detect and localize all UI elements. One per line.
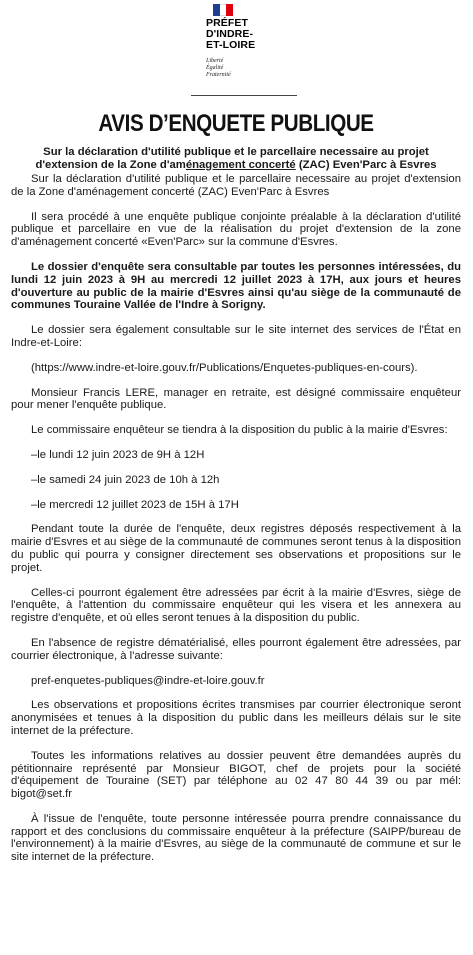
paragraph-written-observations: Celles-ci pourront également être adressées par écrit à la mairie d'Esvres, siège de l'enquête, à l'attention du commissaire enquêteur qui les visera et les annexera au registre d'enquête, et où elles seront tenues à la disposition du public. [11, 586, 461, 625]
paragraph-online-consultation: Le dossier sera également consultable sur le site internet des services de l'État en Indre-et-Loire: [11, 324, 461, 349]
paragraph-consultation-dates: Le dossier d'enquête sera consultable par toutes les personnes intéressées, du lundi 12 juin 2023 à 9H au mercredi 12 juillet 2023 à 17H, aux jours et heures d'ouverture au public de la mairie d'Esvres ainsi qu'au siège de la communauté de communes Touraine Vallée de l'Indre à Sorigny. [11, 260, 461, 312]
paragraph-commissioner: Monsieur Francis LERE, manager en retraite, est désigné commissaire enquêteur pour mener l'enquête publique. [11, 386, 461, 412]
paragraph-petitioner-contact: Toutes les informations relatives au dossier peuvent être demandées auprès du pétitionnaire représenté par Monsieur BIGOT, chef de projets pour la société d'équipement de Touraine (SET) par téléphone au 02 47 80 44 39 ou par mél: bigot@set.fr [11, 749, 461, 801]
prefecture-name: PRÉFET D'INDRE- ET-LOIRE [206, 17, 256, 51]
paragraph-procedure: Il sera procédé à une enquête publique conjointe préalable à la déclaration d'utilité publique et parcellaire en vue de la réalisation du projet d'extension de la zone d'aménagement concerté «Even'Parc» sur la commune d'Esvres. [11, 210, 461, 249]
paragraph-report: À l'issue de l'enquête, toute personne intéressée pourra prendre connaissance du rapport et des conclusions du commissaire enquêteur à la préfecture (SAIPP/bureau de l'environnement) à la mairie d'Esvres, au siège de la communauté de commune et sur le site internet de la préfecture. [11, 812, 461, 864]
permanence-date-2: –le samedi 24 juin 2023 de 10h à 12h [31, 473, 220, 486]
paragraph-intro: Sur la déclaration d'utilité publique et le parcellaire necessaire au projet d'extension de la Zone d'aménagement concerté (ZAC) Even'Parc à Esvres [11, 173, 461, 198]
paragraph-permanences: Le commissaire enquêteur se tiendra à la disposition du public à la mairie d'Esvres: [31, 424, 448, 437]
marianne-flag-icon [213, 4, 233, 16]
header-divider [191, 95, 297, 96]
permanence-date-1: –le lundi 12 juin 2023 de 9H à 12H [31, 448, 205, 461]
paragraph-registers: Pendant toute la durée de l'enquête, deux registres déposés respectivement à la mairie d'Esvres et au siège de la communauté de communes seront tenus à la disposition du public qui pourra y consigner directement ses observations et propositions sur le projet. [11, 523, 461, 574]
contact-email: pref-enquetes-publiques@indre-et-loire.gouv.fr [31, 674, 265, 687]
paragraph-anonymisation: Les observations et propositions écrites transmises par courrier électronique seront anonymisées et tenues à la disposition du public dans les meilleurs délais sur le site internet de la préfecture. [11, 699, 461, 737]
paragraph-email-observations: En l'absence de registre dématérialisé, elles pourront également être adressées, par courrier électronique, à l'adresse suivante: [11, 636, 461, 662]
republic-motto: Liberté Égalité Fraternité [206, 58, 231, 78]
notice-title: AVIS D’ENQUETE PUBLIQUE [98, 110, 374, 137]
prefecture-logo [11, 0, 461, 100]
permanence-date-3: –le mercredi 12 juillet 2023 de 15H à 17H [31, 498, 239, 511]
notice-subtitle: Sur la déclaration d'utilité publique et le parcellaire necessaire au projet d'extension de la Zone d'aménagement concerté (ZAC) Even'Parc à Esvres [35, 146, 437, 171]
website-url: (https://www.indre-et-loire.gouv.fr/Publications/Enquetes-publiques-en-cours). [31, 361, 418, 374]
